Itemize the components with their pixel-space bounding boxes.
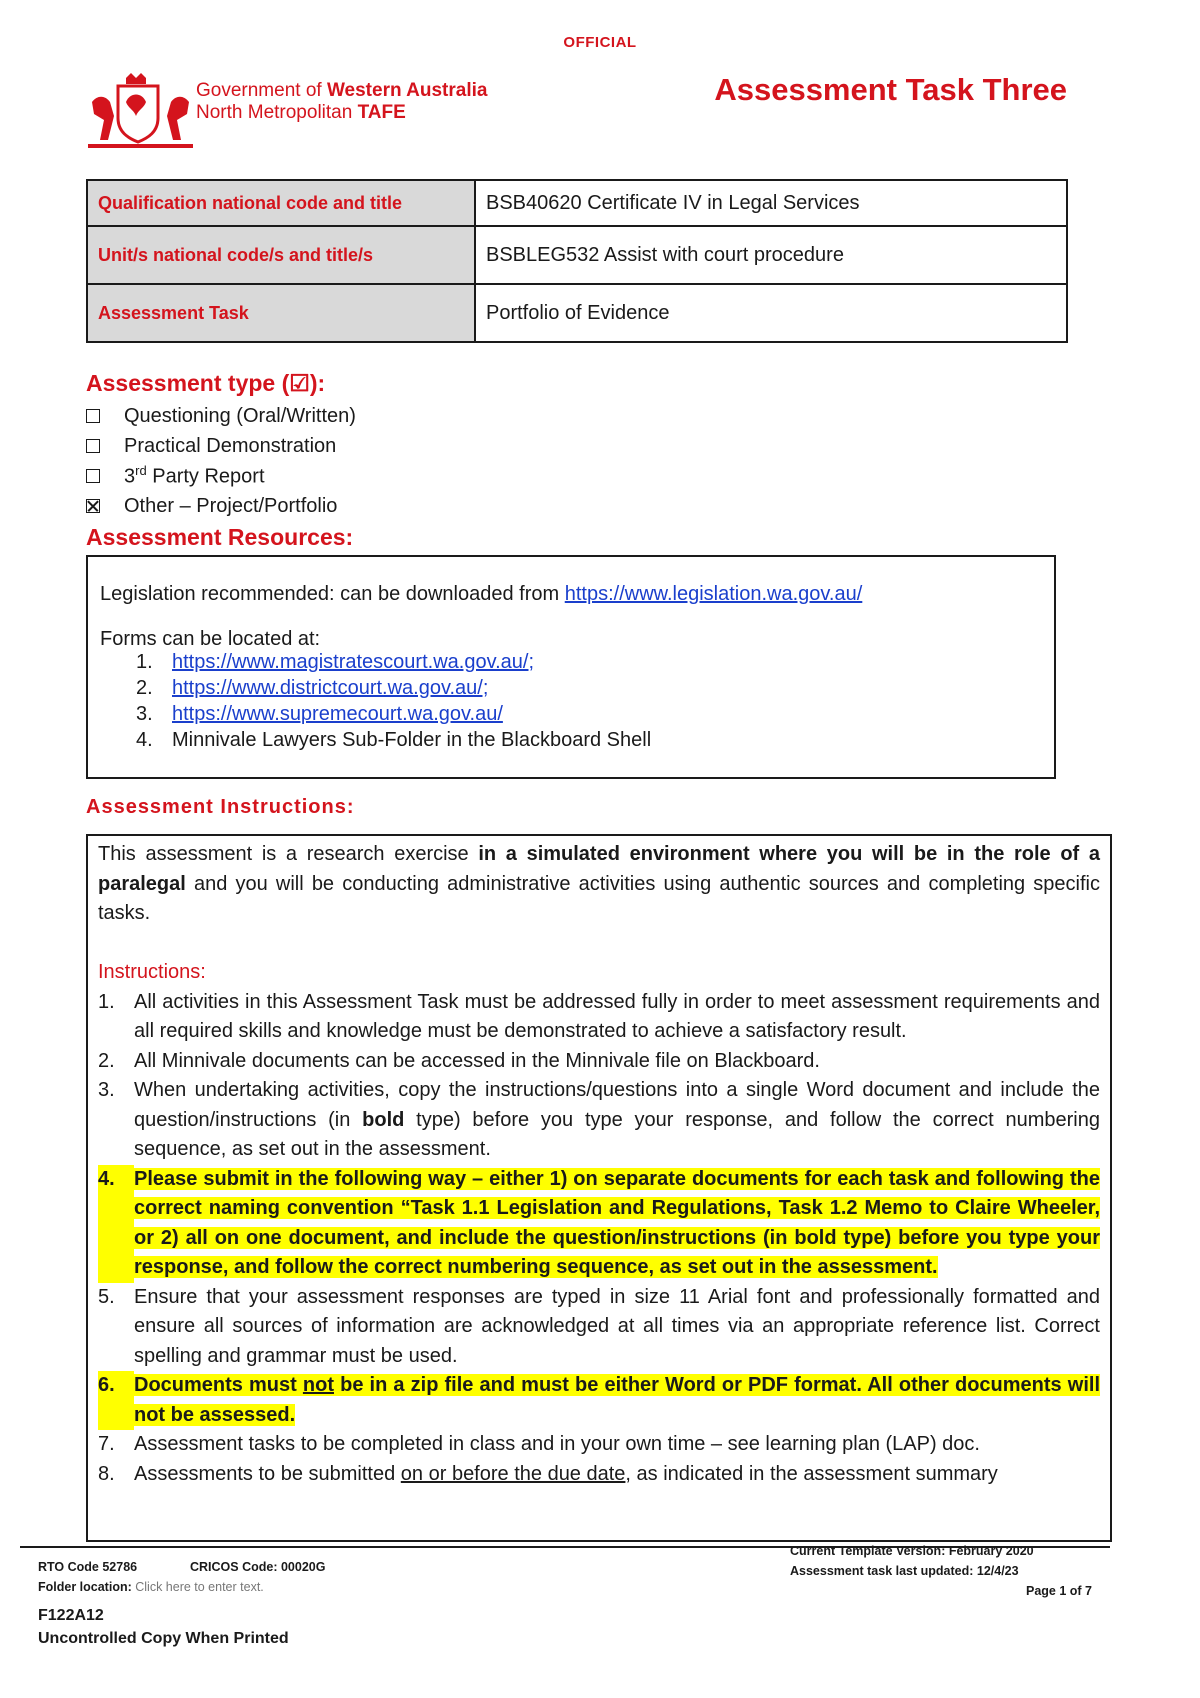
- organisation-name: Government of Western Australia North Metropolitan TAFE: [196, 80, 488, 123]
- table-value: BSBLEG532 Assist with court procedure: [475, 226, 1067, 284]
- instructions-heading: Assessment Instructions:: [86, 796, 355, 818]
- resources-heading: Assessment Resources:: [86, 524, 354, 550]
- resources-box: Legislation recommended: can be downloaded from https://www.legislation.wa.gov.au/ Forms can be located at: 1. https://www.magistratescourt.wa.gov.au/; 2. https://www.districtcourt.wa.gov.au/; 3. https://www.supremecourt.wa.gov.au/ 4. Minnivale Lawyers Sub-Folder in the Blackboard Shell: [86, 555, 1056, 779]
- assessment-type-options: [86, 401, 356, 521]
- document-code: F122A12: [38, 1607, 104, 1624]
- instructions-list-heading: Instructions:: [98, 961, 206, 983]
- list-item: 1. All activities in this Assessment Task must be addressed fully in order to meet assessment requirements and all required skills and knowledge must be demonstrated to achieve a satisfactory result.: [98, 990, 1100, 1042]
- supreme-court-link[interactable]: https://www.supremecourt.wa.gov.au/: [172, 703, 503, 725]
- checkbox-unchecked[interactable]: [86, 409, 100, 423]
- folder-location: Folder location: Click here to enter text.: [38, 1580, 264, 1594]
- instructions-intro: This assessment is a research exercise in a simulated environment where you will be in the role of a paralegal and you will be conducting administrative activities using authentic sources and completing specific tasks.: [98, 843, 1100, 924]
- forms-list: [100, 651, 1042, 755]
- table-value: BSB40620 Certificate IV in Legal Services: [475, 180, 1067, 226]
- option-questioning[interactable]: Questioning (Oral/Written): [86, 401, 356, 431]
- magistrates-court-link[interactable]: https://www.magistratescourt.wa.gov.au/;: [172, 651, 535, 673]
- last-updated: Assessment task last updated: 12/4/23: [790, 1564, 1019, 1578]
- option-other-project-portfolio[interactable]: Other – Project/Portfolio: [86, 491, 356, 521]
- list-item: 8. Assessments to be submitted on or before the due date, as indicated in the assessment summary: [98, 1462, 998, 1485]
- forms-intro: Forms can be located at:: [100, 628, 321, 650]
- table-row: [87, 284, 1067, 342]
- list-item: 3. https://www.supremecourt.wa.gov.au/: [100, 703, 1042, 729]
- legislation-link[interactable]: https://www.legislation.wa.gov.au/: [564, 583, 863, 605]
- uncontrolled-copy-notice: Uncontrolled Copy When Printed: [38, 1630, 289, 1647]
- assessment-type-section: [86, 370, 356, 521]
- list-item: 5. Ensure that your assessment responses are typed in size 11 Arial font and professionally formatted and ensure all sources of information are acknowledged at all times via an appropriate reference list. Correct spelling and grammar must be used.: [98, 1285, 1100, 1367]
- rto-code: RTO Code 52786: [38, 1560, 138, 1574]
- table-row: [87, 180, 1067, 226]
- page-title: Assessment Task Three: [714, 72, 1067, 107]
- instructions-box: [86, 834, 1112, 1542]
- instructions-list: [98, 988, 1100, 1490]
- table-row: [87, 226, 1067, 284]
- checkbox-unchecked[interactable]: [86, 439, 100, 453]
- district-court-link[interactable]: https://www.districtcourt.wa.gov.au/;: [172, 677, 489, 699]
- list-item: 7. Assessment tasks to be completed in class and in your own time – see learning plan (LAP) doc.: [98, 1433, 980, 1455]
- template-version: Current Template Version: February 2020: [790, 1544, 1034, 1558]
- list-item: 4. Minnivale Lawyers Sub-Folder in the Blackboard Shell: [136, 729, 652, 751]
- table-label: Assessment Task: [87, 284, 475, 342]
- checkbox-unchecked[interactable]: [86, 469, 100, 483]
- cricos-code: CRICOS Code: 00020G: [190, 1560, 326, 1574]
- list-item: 2. All Minnivale documents can be accessed in the Minnivale file on Blackboard.: [98, 1049, 820, 1072]
- page-number: Page 1 of 7: [1026, 1584, 1092, 1598]
- option-practical-demonstration[interactable]: Practical Demonstration: [86, 431, 356, 461]
- checkbox-checked[interactable]: [86, 499, 100, 513]
- table-label: Qualification national code and title: [87, 180, 475, 226]
- list-item-highlighted: 6. Documents must not be in a zip file and must be either Word or PDF format. All other documents will not be assessed.: [98, 1371, 1100, 1430]
- option-third-party-report[interactable]: 3rd Party Report: [86, 461, 356, 491]
- government-logo: [88, 72, 518, 150]
- list-item: 2. https://www.districtcourt.wa.gov.au/;: [100, 677, 1042, 703]
- qualification-table: [86, 179, 1068, 343]
- list-item: 3. When undertaking activities, copy the instructions/questions into a single Word document and include the question/instructions (in bold type) before you type your response, and follow the correct numbering sequence, as set out in the assessment.: [98, 1079, 1100, 1160]
- classification-label: OFFICIAL: [563, 34, 637, 51]
- table-label: Unit/s national code/s and title/s: [87, 226, 475, 284]
- table-value: Portfolio of Evidence: [475, 284, 1067, 342]
- wa-crest-icon: [88, 72, 193, 150]
- assessment-type-heading: Assessment type (☑):: [86, 370, 326, 396]
- list-item-highlighted: 4. Please submit in the following way – either 1) on separate documents for each task and following the correct naming convention “Task 1.1 Legislation and Regulations, Task 1.2 Memo to Claire Wheeler, or 2) all on one document, and include the question/instructions (in bold type) before you type your response, and follow the correct numbering sequence, as set out in the assessment.: [98, 1165, 1100, 1283]
- list-item: 1. https://www.magistratescourt.wa.gov.au/;: [100, 651, 1042, 677]
- folder-location-field[interactable]: Click here to enter text.: [135, 1580, 264, 1594]
